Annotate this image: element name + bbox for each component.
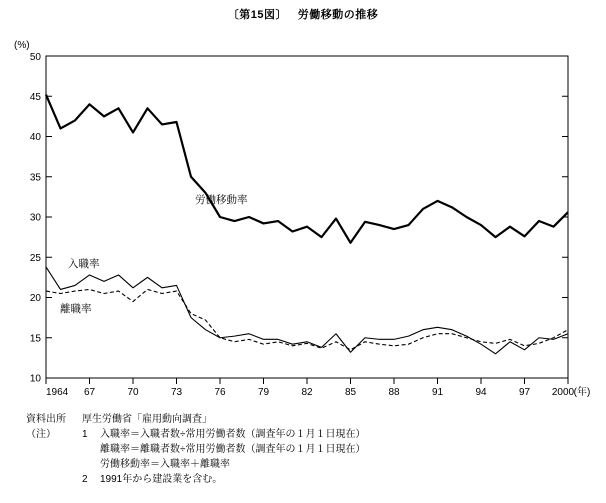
note-1-line-2: 離職率＝離職者数÷常用労働者数（調査年の１月１日現在） — [100, 444, 366, 455]
note-row-1c — [26, 457, 366, 472]
note-number-1: 1 — [82, 429, 88, 440]
svg-text:20: 20 — [29, 293, 41, 305]
svg-text:70: 70 — [127, 387, 139, 398]
source-label: 資料出所 — [26, 414, 66, 425]
svg-text:82: 82 — [301, 387, 313, 398]
svg-text:10: 10 — [29, 373, 41, 385]
annotation-separation-rate: 離職率 — [60, 303, 92, 315]
note-1-line-3: 労働移動率＝入職率＋離職率 — [100, 459, 230, 470]
svg-text:88: 88 — [388, 387, 400, 398]
svg-text:76: 76 — [214, 387, 226, 398]
note-1-line-1: 入職率＝入職者数÷常用労働者数（調査年の１月１日現在） — [100, 429, 366, 440]
notes-block — [26, 412, 366, 487]
svg-text:50: 50 — [29, 52, 41, 63]
svg-text:1964: 1964 — [46, 387, 69, 398]
svg-text:40: 40 — [29, 132, 41, 144]
y-tick-10 — [30, 374, 42, 385]
svg-text:35: 35 — [29, 172, 41, 184]
svg-text:67: 67 — [83, 387, 96, 398]
source-text: 厚生労働省「雇用動向調査」 — [82, 414, 212, 425]
figure-number: 〔第15図〕 — [227, 9, 288, 21]
svg-text:79: 79 — [257, 387, 270, 398]
figure-title: 労働移動の推移 — [297, 9, 379, 21]
note-row-1b — [26, 442, 366, 457]
svg-text:91: 91 — [431, 387, 444, 398]
source-row — [26, 412, 366, 427]
note-row-2 — [26, 472, 366, 487]
series-group — [46, 95, 568, 354]
svg-text:15: 15 — [29, 333, 41, 345]
note-label: （注） — [26, 429, 56, 440]
svg-text:94: 94 — [475, 387, 487, 398]
y-tick-25 — [30, 253, 568, 264]
y-tick-50 — [30, 52, 42, 63]
y-tick-45 — [30, 92, 568, 103]
note-number-blank-2 — [82, 457, 100, 472]
plot-frame — [46, 56, 568, 378]
series-line-labor-mobility — [46, 95, 568, 243]
series-annotations — [60, 193, 248, 315]
x-axis — [46, 378, 590, 398]
y-tick-30 — [30, 213, 568, 224]
svg-text:2000: 2000 — [551, 387, 575, 398]
note-number-blank-1 — [82, 442, 100, 457]
note-2-line-1: 1991年から建設業を含む。 — [100, 474, 223, 485]
svg-text:85: 85 — [344, 387, 357, 398]
annotation-labor-mobility: 労働移動率 — [195, 194, 248, 206]
series-line-entry-rate — [46, 267, 568, 354]
svg-text:73: 73 — [170, 387, 183, 398]
svg-text:45: 45 — [29, 92, 41, 103]
annotation-entry-rate: 入職率 — [68, 258, 100, 270]
y-tick-20 — [30, 293, 568, 304]
series-line-separation-rate — [46, 289, 568, 349]
svg-text:25: 25 — [29, 253, 41, 264]
y-tick-40 — [30, 132, 568, 143]
note-number-2: 2 — [82, 474, 88, 485]
y-tick-35 — [30, 173, 568, 184]
y-axis — [30, 52, 568, 385]
svg-text:30: 30 — [29, 212, 41, 224]
note-row-1 — [26, 427, 366, 442]
svg-text:(年): (年) — [573, 387, 591, 398]
svg-text:97: 97 — [518, 387, 531, 398]
y-axis-unit: (%) — [14, 40, 30, 51]
